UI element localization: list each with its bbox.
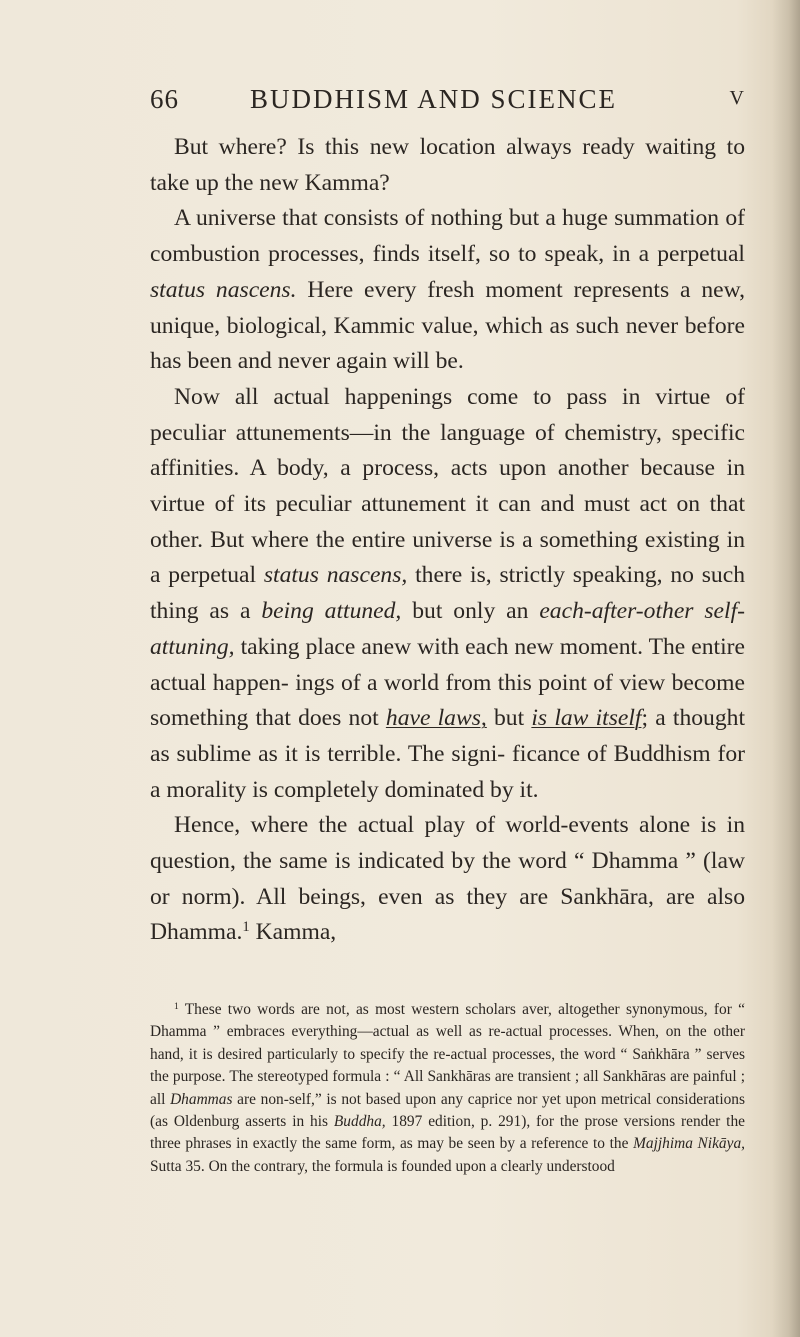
paragraph-2-text: A universe that consists of nothing but a huge summation of combustion processes, finds itself, so to speak, in a perpetual bbox=[150, 205, 745, 268]
italic-phrase: status nascens. bbox=[150, 276, 297, 303]
paragraph-1 bbox=[150, 130, 745, 201]
paragraph-2-text: Here every fresh moment represents a new, unique, biological, Kammic value, which as such never before has been and never again will be. bbox=[150, 276, 745, 375]
italic-phrase: Majjhima Nikāya, bbox=[633, 1135, 745, 1153]
italic-phrase: being attuned, bbox=[261, 598, 402, 625]
paragraph-3-text: Now all actual happenings come to pass in virtue of peculiar attunements—in the language of chemistry, specific affinities. A body, a process, acts upon another because in virtue of its peculiar attunement it can and must act on that other. But where the entire universe is a something existing in a perpetual bbox=[150, 383, 745, 589]
footnote-1 bbox=[150, 999, 745, 1178]
italic-phrase: status nascens, bbox=[263, 562, 408, 589]
footnote-reference[interactable]: 1 bbox=[242, 919, 250, 936]
italic-phrase: Buddha, bbox=[333, 1113, 386, 1131]
footnote-number: 1 bbox=[174, 1000, 179, 1012]
footnote-text: are non-self,” is not based upon any caprice nor yet upon metrical considerations (as Oldenburg asserts in his bbox=[150, 1090, 745, 1131]
paragraph-3-text: ; a thought as sublime as it is terrible. The signi- ficance of Buddhism for a morality is completely dominated by it. bbox=[150, 705, 746, 803]
paragraph-4 bbox=[150, 808, 745, 951]
paragraph-1-text: But where? Is this new location always ready waiting to take up the new Kamma? bbox=[150, 134, 745, 196]
paragraph-4-text: Hence, where the actual play of world-events alone is in question, the same is indicated by the word “ Dhamma ” (law or norm). All beings, even as they are Sankhāra, are also Dhamma. bbox=[150, 812, 745, 946]
page-number: 66 bbox=[150, 84, 179, 114]
footnote-section bbox=[150, 999, 745, 1178]
paragraph-3-text: taking place anew with each new moment. The entire actual happen- ings of a world from this point of view become something that does not bbox=[150, 633, 745, 732]
running-title: BUDDHISM AND SCIENCE bbox=[250, 84, 618, 114]
main-text bbox=[150, 130, 745, 951]
paragraph-3-text: but bbox=[486, 705, 532, 732]
paragraph-4-text: Kamma, bbox=[249, 919, 337, 946]
paragraph-3-text: but only an bbox=[401, 598, 540, 625]
footnote-text: 1897 edition, p. 291), for the prose versions render the three phrases in exactly the same form, as may be seen by a reference to the bbox=[150, 1113, 745, 1153]
paragraph-3 bbox=[150, 380, 745, 808]
paragraph-2 bbox=[150, 201, 745, 380]
paragraph-3-text: there is, strictly speaking, no such thing as a bbox=[150, 562, 746, 625]
footnote-text: Sutta 35. On the contrary, the formula is founded upon a clearly understood bbox=[150, 1157, 615, 1175]
page-edge-shadow bbox=[772, 0, 800, 1337]
italic-phrase: is law itself bbox=[531, 705, 642, 732]
running-header bbox=[150, 84, 745, 120]
footnote-text: These two words are not, as most western scholars aver, altogether synonymous, for “ Dhamma ” embraces everything—actual as well as re-actual processes. When, on the other hand, it is desired particularly to specify the re-actual processes, the word “ Saṅkhāra ” serves the purpose. The stereotyped formula : “ All Sankhāras are transient ; all Sankhāras are painful ; all bbox=[150, 1001, 745, 1108]
chapter-number: V bbox=[729, 87, 745, 109]
italic-phrase: each-after-other self-attuning, bbox=[150, 598, 745, 660]
italic-phrase: have laws, bbox=[385, 705, 487, 732]
italic-phrase: Dhammas bbox=[170, 1090, 233, 1108]
